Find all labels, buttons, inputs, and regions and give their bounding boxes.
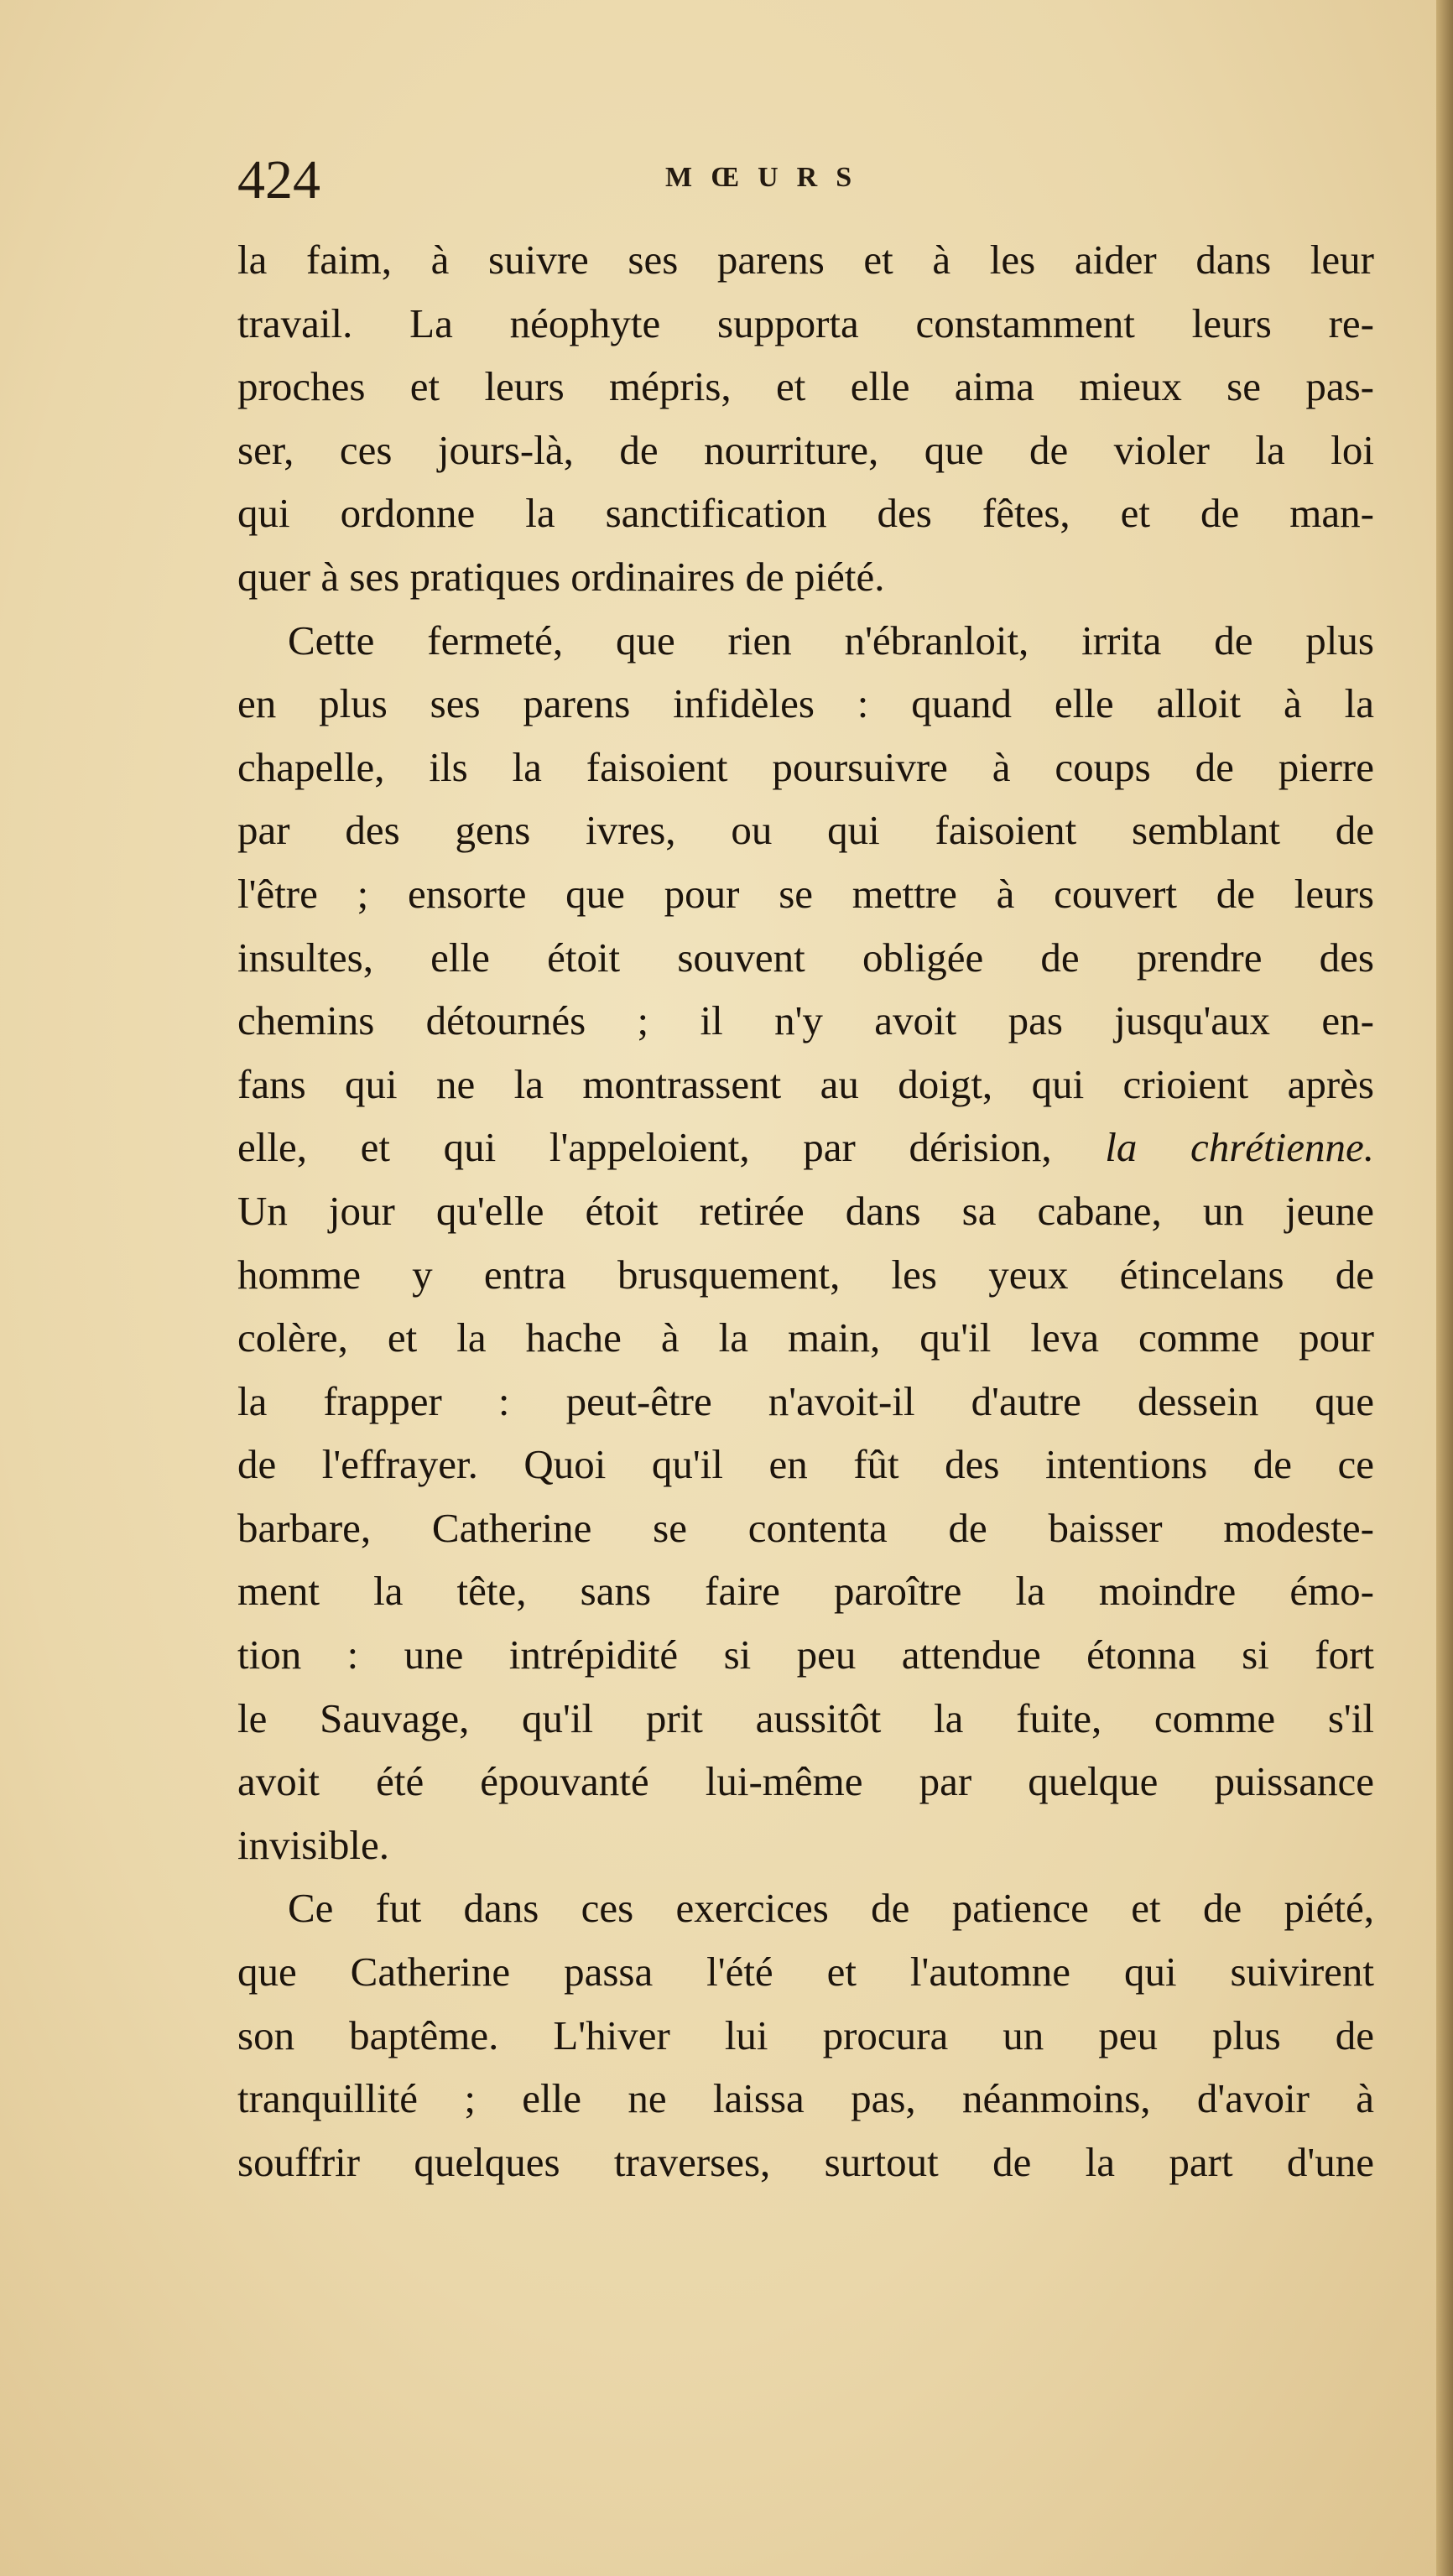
- text-line: travail. La néophyte supporta constamment leurs re-: [237, 299, 1374, 346]
- text-line: par des gens ivres, ou qui faisoient semblant de: [237, 807, 1374, 854]
- text-line: l'être ; ensorte que pour se mettre à couvert de leurs: [237, 870, 1374, 917]
- text-line: avoit été épouvanté lui-même par quelque puissance: [237, 1758, 1374, 1805]
- text-line: chemins détournés ; il n'y avoit pas jusqu'aux en-: [237, 997, 1374, 1044]
- running-title: MŒURS: [665, 162, 871, 193]
- text-line: colère, et la hache à la main, qu'il leva comme pour: [237, 1314, 1374, 1361]
- text-line: ment la tête, sans faire paroître la moindre émo-: [237, 1568, 1374, 1615]
- text-line: fans qui ne la montrassent au doigt, qui crioient après: [237, 1060, 1374, 1107]
- page-header: [237, 143, 1362, 218]
- text-line: Un jour qu'elle étoit retirée dans sa cabane, un jeune: [237, 1187, 1374, 1234]
- text-line: invisible.: [237, 1821, 390, 1868]
- text-line: insultes, elle étoit souvent obligée de prendre des: [237, 934, 1374, 981]
- text-line: la frapper : peut-être n'avoit-il d'autre dessein que: [237, 1377, 1374, 1424]
- text-line: ser, ces jours-là, de nourriture, que de violer la loi: [237, 426, 1374, 473]
- text-line: barbare, Catherine se contenta de baisser modeste-: [237, 1504, 1374, 1551]
- text-line: tion : une intrépidité si peu attendue étonna si fort: [237, 1631, 1374, 1678]
- text-line: que Catherine passa l'été et l'automne qui suivirent: [237, 1949, 1374, 1996]
- text-line: la faim, à suivre ses parens et à les aider dans leur: [237, 237, 1374, 283]
- text-line: qui ordonne la sanctification des fêtes, et de man-: [237, 490, 1374, 537]
- page-binding-edge: [1436, 0, 1453, 2576]
- page-number: 424: [237, 149, 320, 211]
- text-line: proches et leurs mépris, et elle aima mieux se pas-: [237, 363, 1374, 410]
- text-line: souffrir quelques traverses, surtout de la part d'une: [237, 2138, 1374, 2185]
- text-line: le Sauvage, qu'il prit aussitôt la fuite, comme s'il: [237, 1694, 1374, 1741]
- text-line: homme y entra brusquement, les yeux étincelans de: [237, 1251, 1374, 1298]
- text-line: Cette fermeté, que rien n'ébranloit, irrita de plus: [288, 617, 1374, 664]
- text-line: son baptême. L'hiver lui procura un peu plus de: [237, 2011, 1374, 2058]
- text-line-with-italic: [237, 1116, 1374, 1179]
- text-segment: elle, et qui l'appeloient, par dérision,: [237, 1124, 1052, 1171]
- text-line: quer à ses pratiques ordinaires de piété.: [237, 553, 885, 600]
- body-text: [237, 228, 1374, 2194]
- text-line: de l'effrayer. Quoi qu'il en fût des intentions de ce: [237, 1441, 1374, 1488]
- text-line: Ce fut dans ces exercices de patience et de piété,: [288, 1885, 1374, 1932]
- italic-phrase: la chrétienne.: [1105, 1124, 1374, 1171]
- text-line: chapelle, ils la faisoient poursuivre à coups de pierre: [237, 743, 1374, 790]
- text-line: en plus ses parens infidèles : quand elle alloit à la: [237, 680, 1374, 727]
- text-line: tranquillité ; elle ne laissa pas, néanmoins, d'avoir à: [237, 2075, 1374, 2122]
